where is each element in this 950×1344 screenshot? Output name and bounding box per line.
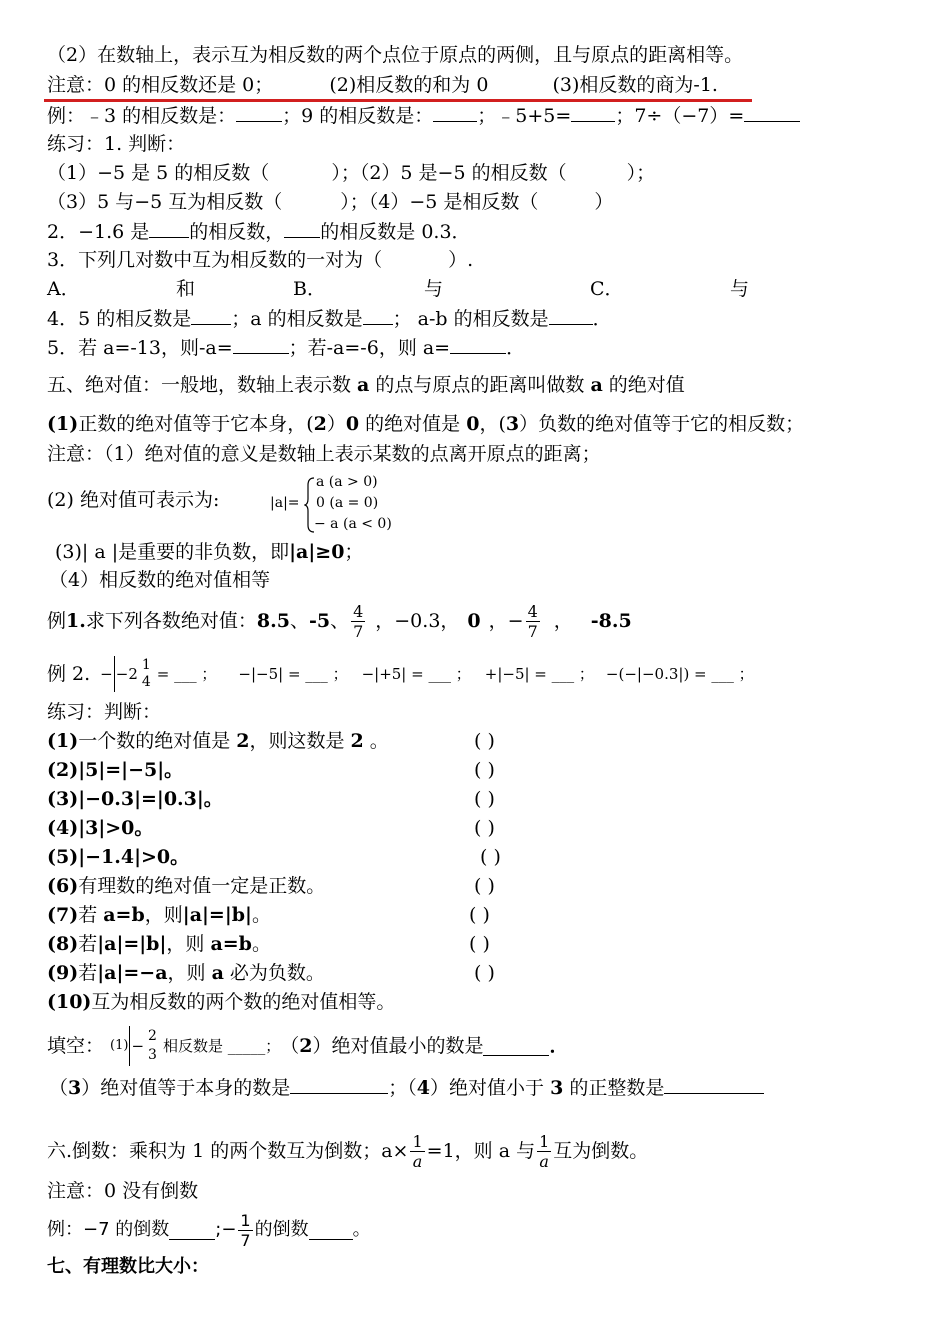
question-text: 2．−1.6 是 xyxy=(47,221,150,243)
fill-num: 2 xyxy=(299,1035,313,1057)
question-4 xyxy=(47,306,612,331)
note-line xyxy=(49,568,270,592)
option-c xyxy=(590,277,624,301)
item-text: (5)|−1.4|>0。 xyxy=(47,846,190,868)
answer-blank[interactable] xyxy=(450,335,506,354)
answer-blank[interactable] xyxy=(284,219,320,238)
question-text: ；a 的相反数是 xyxy=(231,308,363,330)
judge-item xyxy=(47,990,395,1014)
question-text: ；若-a=-6，则 a= xyxy=(288,337,451,359)
answer-parens[interactable]: ( ) xyxy=(474,817,495,839)
answer-blank[interactable] xyxy=(571,103,615,122)
question-text: ）； xyxy=(626,162,656,184)
option-text: 与 xyxy=(730,278,750,300)
exercise-heading xyxy=(47,132,185,156)
fill-text: 的正整数是 xyxy=(563,1077,665,1099)
item-text: (4)|3|>0。 xyxy=(47,817,154,839)
sep: 、 xyxy=(289,610,309,632)
note-text: 注意：（1）绝对值的意义是数轴上表示某数的点离开原点的距离； xyxy=(47,443,601,465)
example-text: ;− xyxy=(215,1219,237,1240)
question-text: ）；（2）5 是−5 的相反数（ xyxy=(331,162,567,184)
answer-blank[interactable] xyxy=(236,103,282,122)
judge-item xyxy=(47,816,153,840)
answer-parens[interactable]: ( ) xyxy=(469,904,490,926)
option-b-with xyxy=(424,277,443,301)
fill-text: （ xyxy=(280,1035,300,1057)
fraction xyxy=(351,602,365,641)
rule-text: ） xyxy=(326,413,346,435)
note-line xyxy=(47,73,718,97)
rule-text: 的绝对值是 xyxy=(359,413,467,435)
example-text: 。 xyxy=(352,1219,371,1240)
denominator: 7 xyxy=(527,621,538,641)
item-text: (2)|5|=|−5|。 xyxy=(47,759,184,781)
answer-blank[interactable] xyxy=(149,219,189,238)
question-text: 5．若 a=-13，则-a= xyxy=(47,337,233,359)
judge-item xyxy=(47,787,223,811)
reciprocal-heading xyxy=(47,1127,648,1175)
numerator: 1 xyxy=(240,1210,251,1230)
rule-text: 正数的绝对值等于它本身，( xyxy=(78,413,314,435)
answer-blank[interactable] xyxy=(191,306,231,325)
question-text: ． xyxy=(592,308,612,330)
fill-text: ）绝对值等于本身的数是 xyxy=(81,1077,291,1099)
expr: = ___ ； xyxy=(156,665,217,683)
rule-num: (1) xyxy=(47,413,79,435)
cases-lhs: |a|= xyxy=(270,495,300,511)
heading-text: 六.倒数：乘积为 1 的两个数互为倒数；a× xyxy=(47,1140,409,1162)
item-value: 2 xyxy=(236,730,250,752)
judge-item xyxy=(47,932,271,956)
answer-parens[interactable]: ( ) xyxy=(474,962,495,984)
answer-blank[interactable] xyxy=(309,1221,353,1240)
value: 8.5 xyxy=(256,610,290,632)
denominator: 7 xyxy=(240,1230,251,1250)
item-num: (6) xyxy=(47,875,79,897)
item-num: (1) xyxy=(47,730,79,752)
numerator: 4 xyxy=(353,601,364,621)
option-a: A． xyxy=(47,278,80,300)
judge-item xyxy=(47,903,271,927)
example-line xyxy=(47,103,800,128)
note-line xyxy=(55,540,363,564)
heading-text: =1，则 a 与 xyxy=(426,1140,536,1162)
item-text: 。 xyxy=(363,730,389,752)
sep: 、 xyxy=(330,610,350,632)
example-text: 例：﹣3 的相反数是： xyxy=(47,105,237,127)
fill-text: 相反数是 _____； xyxy=(162,1037,281,1055)
answer-parens[interactable]: ( ) xyxy=(469,933,490,955)
item-expr: a=b xyxy=(103,904,145,926)
question-2 xyxy=(47,219,471,244)
denominator: a xyxy=(412,1151,423,1171)
answer-blank[interactable] xyxy=(290,1075,388,1094)
item-text: 若 xyxy=(78,962,98,984)
numerator: 1 xyxy=(412,1131,423,1151)
question-3 xyxy=(47,248,473,272)
heading-text: 七、有理数比大小： xyxy=(47,1256,209,1277)
answer-parens[interactable]: ( ) xyxy=(474,788,495,810)
item-expr: a=b xyxy=(210,933,252,955)
heading-var: a xyxy=(590,374,603,396)
judge-item xyxy=(47,961,325,985)
item-num: (10) xyxy=(47,991,92,1013)
question-text: 4．5 的相反数是 xyxy=(47,308,192,330)
heading-text: 的点与原点的距离叫做数 xyxy=(369,374,591,396)
denominator: 7 xyxy=(353,621,364,641)
judge-item xyxy=(47,845,189,869)
answer-blank[interactable] xyxy=(549,306,593,325)
reciprocal-example xyxy=(47,1206,371,1254)
case-zero: 0 (a = 0) xyxy=(316,495,379,511)
case-negative: − a (a < 0) xyxy=(314,516,392,532)
question-text: ）. xyxy=(448,249,474,271)
value: 0 xyxy=(467,610,481,632)
expr: −(−|−0.3|) = ___ ； xyxy=(605,665,754,683)
option-text: 和 xyxy=(176,278,196,300)
case-positive: a (a > 0) xyxy=(316,474,378,490)
item-text: 有理数的绝对值一定是正数。 xyxy=(78,875,326,897)
fill-label: 填空： xyxy=(47,1035,105,1057)
fraction xyxy=(140,657,153,691)
note-text: (3) xyxy=(55,541,82,563)
note-3: (3)相反数的商为-1. xyxy=(552,74,718,96)
option-text: C． xyxy=(590,278,624,300)
note-text: | a |是重要的非负数，即 xyxy=(81,541,290,563)
question-text: （1）−5 是 5 的相反数（ xyxy=(47,162,270,184)
fill-text: ． xyxy=(549,1035,569,1057)
item-expr: a xyxy=(211,962,224,984)
fraction xyxy=(410,1132,424,1171)
question-text: 的相反数是 0.3． xyxy=(320,221,471,243)
option-text: B． xyxy=(293,278,326,300)
expr: −|−5| = ___ ； xyxy=(238,665,348,683)
red-underline xyxy=(44,99,752,102)
example-2 xyxy=(47,652,754,696)
item-text: 。 xyxy=(251,904,271,926)
rule-num: 0 xyxy=(466,413,480,435)
fill-line xyxy=(49,1075,764,1100)
example-text: 例：−7 的倒数 xyxy=(47,1219,170,1240)
item-num: (8) xyxy=(47,933,79,955)
fraction xyxy=(146,1027,159,1065)
item-text: ，则这数是 xyxy=(249,730,351,752)
text-line xyxy=(47,43,743,67)
rule-num: 3 xyxy=(505,413,520,435)
abs-def-line xyxy=(47,488,219,512)
fill-text: ；（ xyxy=(388,1077,417,1099)
abs-bar xyxy=(114,656,115,692)
answer-parens[interactable]: ( ) xyxy=(480,846,501,868)
item-num: (7) xyxy=(47,904,79,926)
answer-blank[interactable] xyxy=(363,306,393,325)
item-expr: |a|=−a xyxy=(97,962,168,984)
example-1 xyxy=(47,597,632,645)
judge-line xyxy=(47,190,613,214)
fill-line xyxy=(47,1024,569,1068)
note-2: (2)相反数的和为 0 xyxy=(329,74,489,96)
answer-blank[interactable] xyxy=(664,1075,764,1094)
answer-blank[interactable] xyxy=(744,103,800,122)
item-text: 一个数的绝对值是 xyxy=(78,730,237,752)
rule-text: ）负数的绝对值等于它的相反数； xyxy=(519,413,805,435)
item-text: 互为相反数的两个数的绝对值相等。 xyxy=(91,991,396,1013)
heading-text: 的绝对值 xyxy=(602,374,685,396)
expr: − xyxy=(131,1037,145,1055)
item-expr: |a|=|b| xyxy=(97,933,167,955)
section-heading-absolute xyxy=(47,373,685,397)
question-text: ） xyxy=(594,191,614,213)
judge-item xyxy=(47,758,183,782)
question-text: ． xyxy=(506,337,526,359)
answer-blank[interactable] xyxy=(483,1037,549,1056)
note-text: ； xyxy=(344,541,364,563)
note-line xyxy=(47,1179,198,1203)
judge-item xyxy=(47,874,325,898)
numerator: 1 xyxy=(539,1131,550,1151)
item-text: 若 xyxy=(78,933,98,955)
option-c-with xyxy=(730,277,749,301)
answer-blank[interactable] xyxy=(433,103,477,122)
example-text: ；9 的相反数是： xyxy=(282,105,434,127)
expr: +|−5| = ___ ； xyxy=(484,665,594,683)
item-expr: |a|=|b| xyxy=(182,904,252,926)
heading-var: a xyxy=(357,374,370,396)
note-text: （4）相反数的绝对值相等 xyxy=(49,569,271,591)
note-line xyxy=(47,442,601,466)
note-1: 注意：0 的相反数还是 0； xyxy=(47,74,274,96)
example-num: 1. xyxy=(66,610,86,632)
fraction xyxy=(526,602,540,641)
question-text: 的相反数， xyxy=(189,221,285,243)
fill-num: 3 xyxy=(550,1077,564,1099)
denominator: 4 xyxy=(141,674,151,690)
sep: ， xyxy=(553,610,573,632)
answer-parens[interactable]: ( ) xyxy=(474,875,495,897)
value: -8.5 xyxy=(590,610,632,632)
example-text: ，− xyxy=(488,610,524,632)
judge-item xyxy=(47,729,389,753)
fraction xyxy=(537,1132,551,1171)
abs-bar xyxy=(129,1026,130,1066)
example-text: 例 xyxy=(47,610,67,632)
item-text: 必为负数。 xyxy=(223,962,325,984)
question-5 xyxy=(47,335,525,360)
heading-text: 练习：1. 判断： xyxy=(47,133,186,155)
denominator: a xyxy=(539,1151,549,1171)
fill-num: 4 xyxy=(416,1077,431,1099)
rule-line xyxy=(47,412,804,436)
item-num: (9) xyxy=(47,962,79,984)
fill-text: ）绝对值小于 xyxy=(430,1077,551,1099)
item-text: ，则 xyxy=(167,962,212,984)
question-text: ； a-b 的相反数是 xyxy=(392,308,549,330)
numerator: 2 xyxy=(148,1028,157,1044)
item-text: (3)|−0.3|=|0.3|。 xyxy=(47,788,223,810)
fraction xyxy=(238,1211,252,1250)
item-text: 若 xyxy=(78,904,104,926)
example-label: 例 2. xyxy=(47,663,91,685)
options-line xyxy=(47,277,80,301)
option-b xyxy=(293,277,326,301)
heading-text: 五、绝对值：一般地，数轴上表示数 xyxy=(47,374,358,396)
answer-blank[interactable] xyxy=(233,335,289,354)
example-text: 的倒数 xyxy=(254,1219,309,1240)
question-text: ）；（4）−5 是相反数（ xyxy=(340,191,539,213)
example-text: ，−0.3， xyxy=(375,610,460,632)
numerator: 4 xyxy=(527,601,538,621)
sentence: （2）在数轴上，表示互为相反数的两个点位于原点的两侧，且与原点的距离相等。 xyxy=(47,44,744,66)
item-text: 。 xyxy=(251,933,271,955)
denominator: 3 xyxy=(148,1047,157,1063)
example-text: ；﹣5+5= xyxy=(477,105,572,127)
heading-text: 互为倒数。 xyxy=(553,1140,649,1162)
question-text: （3）5 与−5 互为相反数（ xyxy=(47,191,283,213)
note-text: (2) 绝对值可表示为: xyxy=(47,489,220,511)
rule-text: ，( xyxy=(479,413,506,435)
example-text: ；7÷（−7）= xyxy=(615,105,745,127)
answer-parens[interactable]: ( ) xyxy=(474,730,495,752)
heading-text: 练习：判断： xyxy=(47,701,162,723)
answer-blank[interactable] xyxy=(169,1221,215,1240)
item-text: ，则 xyxy=(166,933,211,955)
note-emph: |a|≥0 xyxy=(289,541,345,563)
option-a-and xyxy=(176,277,195,301)
fill-text: ）绝对值最小的数是 xyxy=(312,1035,484,1057)
answer-parens[interactable]: ( ) xyxy=(474,759,495,781)
judge-line xyxy=(47,161,655,185)
expr: −|+5| = ___ ； xyxy=(361,665,471,683)
rule-num: 2 xyxy=(313,413,327,435)
fill-num: 3 xyxy=(68,1077,82,1099)
section-heading-compare xyxy=(47,1255,209,1279)
item-value: 2 xyxy=(350,730,364,752)
note-text: 注意：0 没有倒数 xyxy=(47,1180,199,1202)
option-text: 与 xyxy=(424,278,444,300)
expr: −2 xyxy=(115,665,138,683)
numerator: 1 xyxy=(141,657,151,673)
value: -5 xyxy=(308,610,331,632)
exercise-heading xyxy=(47,700,161,724)
fill-text: （ xyxy=(49,1077,69,1099)
rule-num: 0 xyxy=(345,413,360,435)
fill-num: (1) xyxy=(110,1038,129,1053)
item-text: ，则 xyxy=(144,904,183,926)
example-text: 求下列各数绝对值： xyxy=(85,610,257,632)
question-text: 3．下列几对数中互为相反数的一对为（ xyxy=(47,249,383,271)
expr: − xyxy=(100,665,113,683)
